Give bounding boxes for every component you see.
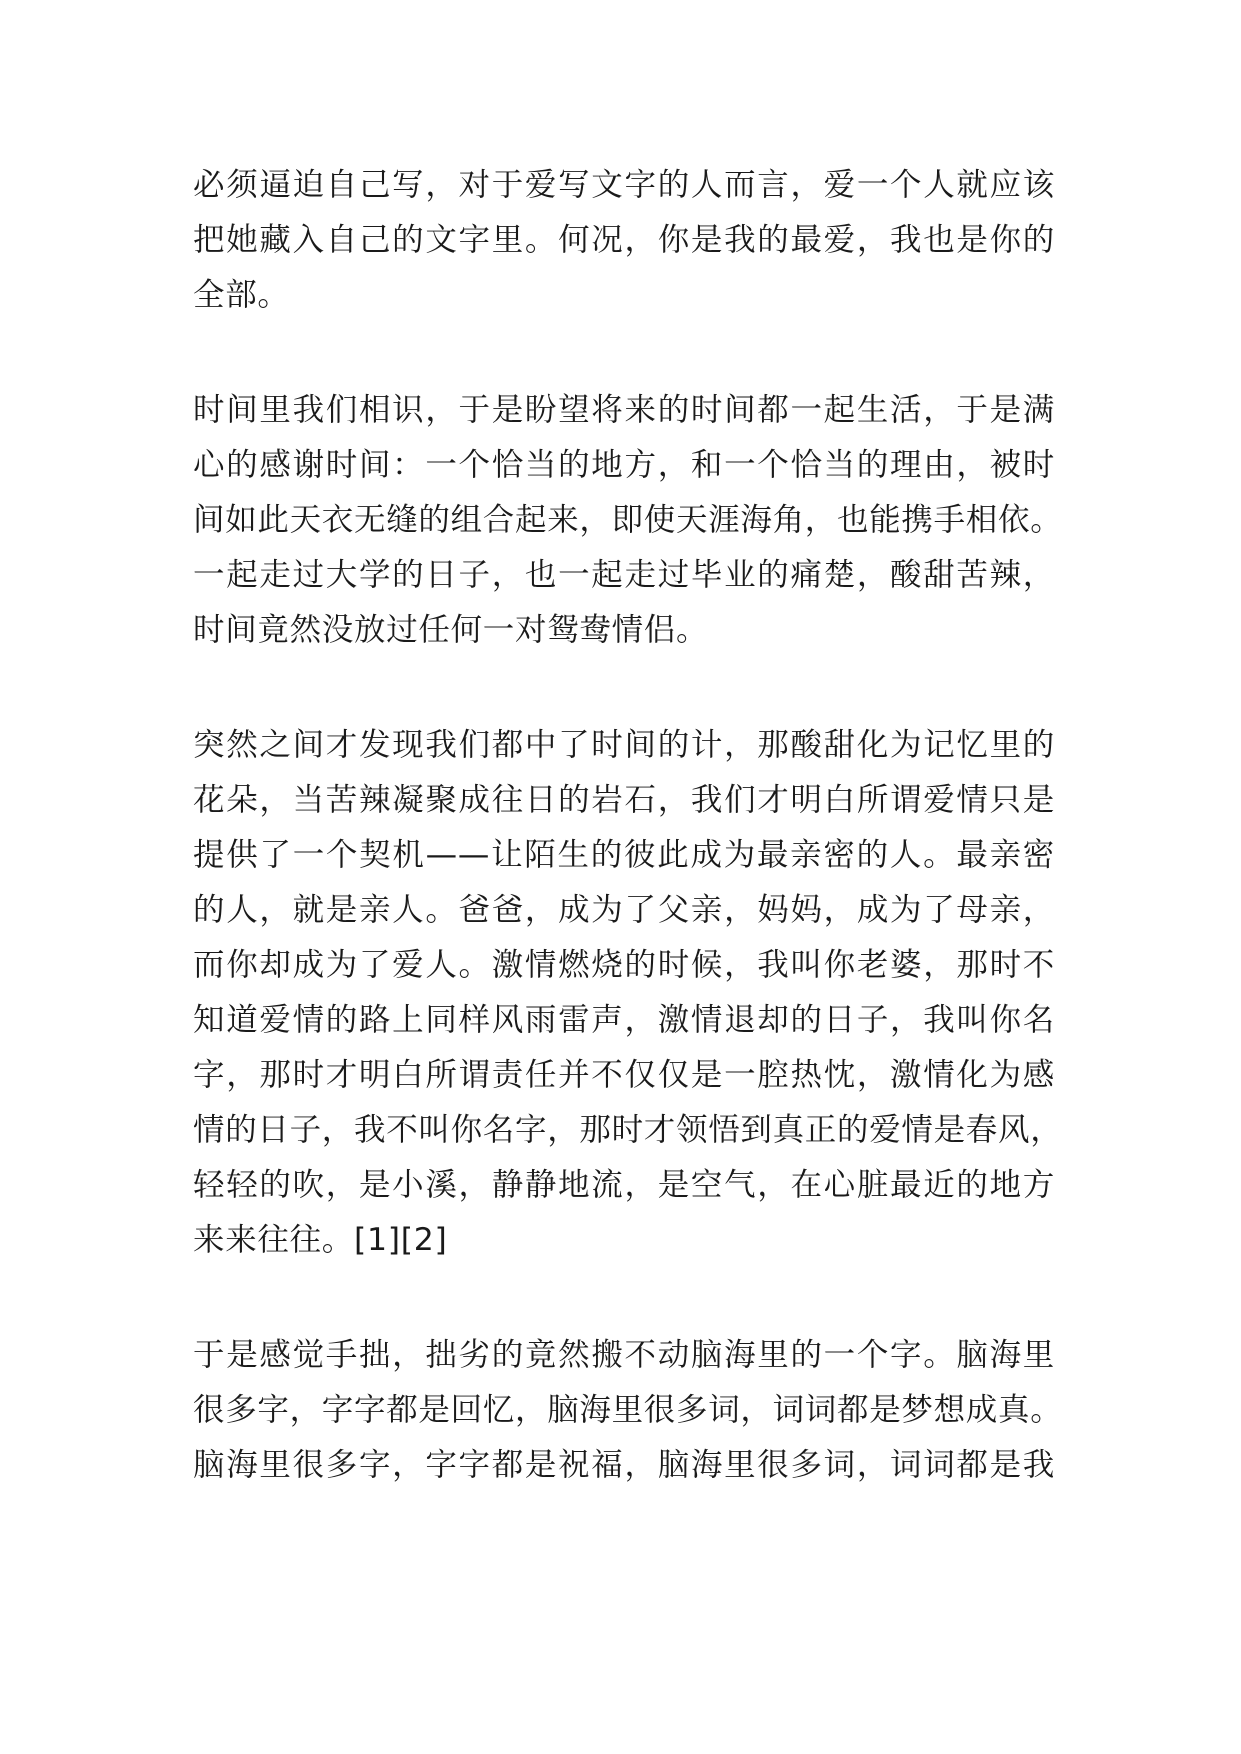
text-line: 知道爱情的路上同样风雨雷声，激情退却的日子，我叫你名 xyxy=(193,1002,1055,1038)
text-line: 时间里我们相识，于是盼望将来的时间都一起生活，于是满 xyxy=(193,392,1055,428)
text-line: 提供了一个契机——让陌生的彼此成为最亲密的人。最亲密 xyxy=(193,837,1055,873)
paragraph-3 xyxy=(193,718,1063,1268)
text-line: 间如此天衣无缝的组合起来，即使天涯海角，也能携手相依。 xyxy=(193,502,1063,538)
text-line: 情的日子，我不叫你名字，那时才领悟到真正的爱情是春风， xyxy=(193,1112,1063,1148)
text-line: 轻轻的吹，是小溪，静静地流，是空气，在心脏最近的地方 xyxy=(193,1167,1055,1203)
text-line: 字，那时才明白所谓责任并不仅仅是一腔热忱，激情化为感 xyxy=(193,1057,1055,1093)
text-line: 花朵，当苦辣凝聚成往日的岩石，我们才明白所谓爱情只是 xyxy=(193,782,1055,818)
text-line: 时间竟然没放过任何一对鸳鸯情侣。 xyxy=(193,612,709,648)
text-line: 于是感觉手拙，拙劣的竟然搬不动脑海里的一个字。脑海里 xyxy=(193,1337,1055,1373)
text-line: 必须逼迫自己写，对于爱写文字的人而言，爱一个人就应该 xyxy=(193,167,1055,203)
text-line: 而你却成为了爱人。激情燃烧的时候，我叫你老婆，那时不 xyxy=(193,947,1055,983)
paragraph-1 xyxy=(193,158,1055,323)
text-line: 一起走过大学的日子，也一起走过毕业的痛楚，酸甜苦辣， xyxy=(193,557,1055,593)
text-line: 全部。 xyxy=(193,277,290,313)
document-body xyxy=(193,158,1063,1553)
text-line: 很多字，字字都是回忆，脑海里很多词，词词都是梦想成真。 xyxy=(193,1392,1063,1428)
text-line: 的人，就是亲人。爸爸，成为了父亲，妈妈，成为了母亲， xyxy=(193,892,1055,928)
text-line: 突然之间才发现我们都中了时间的计，那酸甜化为记忆里的 xyxy=(193,727,1055,763)
text-line: 来来往往。[1][2] xyxy=(193,1222,448,1258)
paragraph-4 xyxy=(193,1328,1063,1493)
paragraph-2 xyxy=(193,383,1063,658)
text-line: 把她藏入自己的文字里。何况，你是我的最爱，我也是你的 xyxy=(193,222,1055,258)
text-line: 脑海里很多字，字字都是祝福，脑海里很多词，词词都是我 xyxy=(193,1447,1055,1483)
text-line: 心的感谢时间：一个恰当的地方，和一个恰当的理由，被时 xyxy=(193,447,1055,483)
